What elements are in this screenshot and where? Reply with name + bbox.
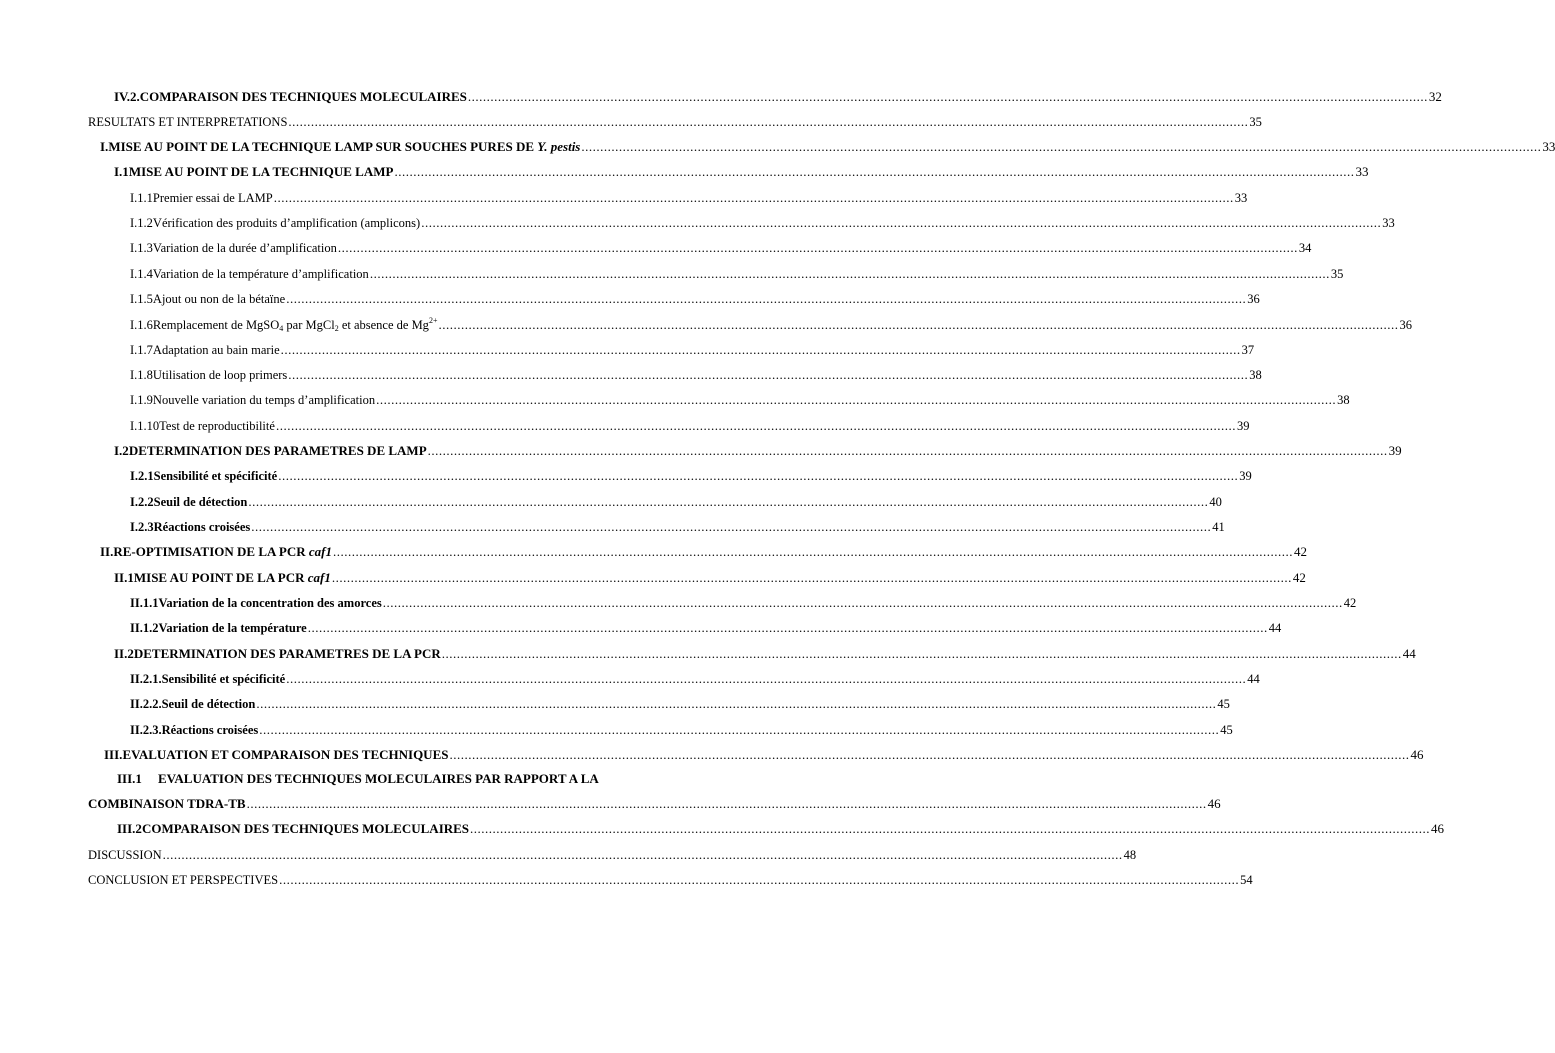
entry-number: I.2.2 bbox=[130, 495, 154, 509]
toc-entry bbox=[114, 570, 1306, 586]
entry-page: 33 bbox=[1355, 164, 1369, 179]
toc-entry bbox=[130, 291, 1260, 307]
entry-page: 44 bbox=[1247, 672, 1260, 686]
entry-number: I.1.9 bbox=[130, 393, 153, 407]
entry-page: 39 bbox=[1388, 443, 1402, 458]
entry-page: 32 bbox=[1428, 89, 1442, 104]
entry-title: DETERMINATION DES PARAMETRES DE LAMP bbox=[128, 443, 427, 458]
entry-number: II.2.1. bbox=[130, 672, 162, 686]
dot-leader bbox=[288, 367, 1248, 383]
dot-leader bbox=[449, 747, 1409, 763]
dot-leader bbox=[247, 796, 1207, 812]
entry-title: EVALUATION DES TECHNIQUES MOLECULAIRES PAR RAPPORT A LA bbox=[158, 771, 599, 786]
entry-title-text: RE-OPTIMISATION DE LA PCR bbox=[113, 544, 309, 559]
dot-leader bbox=[286, 671, 1246, 687]
entry-title: Ajout ou non de la bétaïne bbox=[152, 292, 286, 306]
toc-entry bbox=[100, 544, 1307, 560]
toc-entry bbox=[130, 418, 1250, 434]
entry-number: I.1.4 bbox=[130, 267, 153, 281]
entry-page: 35 bbox=[1330, 267, 1344, 281]
entry-page: 39 bbox=[1236, 419, 1250, 433]
entry-number: I.1.7 bbox=[130, 343, 153, 357]
entry-page: 54 bbox=[1240, 873, 1253, 887]
entry-page: 36 bbox=[1247, 292, 1260, 306]
toc-entry bbox=[114, 646, 1416, 662]
entry-title-species: Y. pestis bbox=[537, 139, 581, 154]
entry-title: EVALUATION ET COMPARAISON DES TECHNIQUES bbox=[122, 747, 449, 762]
toc-entry bbox=[88, 796, 1221, 812]
entry-number: II.1.2 bbox=[130, 621, 159, 635]
entry-title: MISE AU POINT DE LA TECHNIQUE LAMP bbox=[128, 164, 394, 179]
toc-entry bbox=[114, 443, 1402, 459]
entry-number: I.1.6 bbox=[130, 318, 153, 332]
entry-page: 42 bbox=[1343, 596, 1357, 610]
toc-entry bbox=[88, 114, 1262, 130]
entry-title bbox=[134, 570, 331, 586]
entry-title-gene: caf1 bbox=[308, 544, 332, 559]
toc-entry bbox=[130, 266, 1344, 282]
entry-page: 36 bbox=[1399, 318, 1412, 332]
toc-entry bbox=[130, 494, 1222, 510]
entry-page: 45 bbox=[1217, 697, 1230, 711]
entry-page: 48 bbox=[1123, 848, 1137, 862]
entry-title: Adaptation au bain marie bbox=[152, 343, 280, 357]
entry-page: 39 bbox=[1239, 469, 1252, 483]
toc-entry bbox=[104, 747, 1424, 763]
dot-leader bbox=[438, 317, 1398, 333]
title-part: Remplacement de MgSO bbox=[152, 318, 280, 332]
entry-number: III. bbox=[104, 747, 123, 762]
dot-leader bbox=[286, 291, 1246, 307]
dot-leader bbox=[274, 190, 1234, 206]
toc-entry bbox=[130, 519, 1225, 535]
toc-entry bbox=[100, 139, 1555, 155]
entry-title: Sensibilité et spécificité bbox=[153, 469, 278, 483]
toc-entry bbox=[117, 821, 1445, 837]
entry-title bbox=[153, 316, 438, 333]
entry-title bbox=[113, 544, 332, 560]
entry-title-gene: caf1 bbox=[307, 570, 331, 585]
entry-number: IV.2. bbox=[114, 89, 140, 104]
entry-title: DETERMINATION DES PARAMETRES DE LA PCR bbox=[133, 646, 441, 661]
entry-number: II.2.3. bbox=[130, 723, 162, 737]
entry-number: I.1.1 bbox=[130, 191, 153, 205]
toc-entry bbox=[130, 240, 1312, 256]
entry-page: 33 bbox=[1382, 216, 1395, 230]
entry-title: COMPARAISON DES TECHNIQUES MOLECULAIRES bbox=[141, 821, 470, 836]
dot-leader bbox=[470, 821, 1430, 837]
dot-leader bbox=[333, 544, 1293, 560]
entry-page: 42 bbox=[1294, 544, 1307, 559]
toc-entry bbox=[130, 190, 1248, 206]
toc-entry bbox=[130, 595, 1357, 611]
entry-number: II.2 bbox=[114, 646, 134, 661]
dot-leader bbox=[256, 696, 1216, 712]
entry-title: Seuil de détection bbox=[161, 697, 256, 711]
title-part: par MgCl bbox=[283, 318, 335, 332]
toc-entry bbox=[130, 215, 1395, 231]
entry-number: I.2 bbox=[114, 443, 129, 458]
dot-leader bbox=[281, 342, 1241, 358]
entry-page: 44 bbox=[1268, 621, 1282, 635]
entry-title-text: MISE AU POINT DE LA TECHNIQUE LAMP SUR SOUCHES PURES DE bbox=[108, 139, 538, 154]
entry-number: I.1.8 bbox=[130, 368, 153, 382]
entry-number: III.2 bbox=[117, 821, 142, 836]
entry-title: Test de reproductibilité bbox=[159, 419, 275, 433]
entry-number: II.1.1 bbox=[130, 596, 159, 610]
dot-leader bbox=[394, 164, 1354, 180]
toc-entry bbox=[130, 620, 1282, 636]
entry-page: 44 bbox=[1402, 646, 1416, 661]
dot-leader bbox=[332, 570, 1292, 586]
entry-title: Réactions croisées bbox=[153, 520, 251, 534]
entry-title: Variation de la température bbox=[158, 621, 307, 635]
entry-title: DISCUSSION bbox=[88, 848, 162, 862]
entry-number: I.1.3 bbox=[130, 241, 153, 255]
entry-title bbox=[108, 139, 580, 155]
entry-number: I.1 bbox=[114, 164, 129, 179]
title-part: et absence de Mg bbox=[338, 318, 429, 332]
dot-leader bbox=[581, 139, 1541, 155]
subscript: 2 bbox=[334, 324, 339, 333]
dot-leader bbox=[383, 595, 1343, 611]
entry-number: II.1 bbox=[114, 570, 134, 585]
entry-title: Variation de la durée d’amplification bbox=[152, 241, 337, 255]
entry-number: I.2.3 bbox=[130, 520, 154, 534]
dot-leader bbox=[338, 240, 1298, 256]
toc-entry bbox=[114, 89, 1442, 105]
entry-title: RESULTATS ET INTERPRETATIONS bbox=[88, 115, 288, 129]
dot-leader bbox=[376, 392, 1336, 408]
toc-entry bbox=[130, 342, 1255, 358]
entry-page: 40 bbox=[1209, 495, 1222, 509]
entry-page: 45 bbox=[1220, 723, 1233, 737]
entry-number: II. bbox=[100, 544, 114, 559]
entry-page: 46 bbox=[1431, 821, 1445, 836]
entry-page: 41 bbox=[1212, 520, 1225, 534]
dot-leader bbox=[421, 215, 1381, 231]
entry-page: 33 bbox=[1542, 139, 1555, 154]
entry-title: Utilisation de loop primers bbox=[152, 368, 288, 382]
entry-title: COMPARAISON DES TECHNIQUES MOLECULAIRES bbox=[139, 89, 467, 104]
entry-title: Sensibilité et spécificité bbox=[161, 672, 286, 686]
entry-title: Réactions croisées bbox=[161, 723, 259, 737]
entry-title: Premier essai de LAMP bbox=[152, 191, 273, 205]
entry-page: 38 bbox=[1249, 368, 1262, 382]
toc-entry bbox=[114, 164, 1369, 180]
dot-leader bbox=[276, 418, 1236, 434]
entry-page: 33 bbox=[1234, 191, 1248, 205]
entry-title: Vérification des produits d’amplification (amplicons) bbox=[152, 216, 421, 230]
entry-number: I.1.2 bbox=[130, 216, 153, 230]
toc-entry bbox=[130, 671, 1260, 687]
toc-entry bbox=[130, 392, 1350, 408]
entry-title: Seuil de détection bbox=[153, 495, 248, 509]
dot-leader bbox=[248, 494, 1208, 510]
entry-title: CONCLUSION ET PERSPECTIVES bbox=[88, 873, 279, 887]
toc-entry bbox=[88, 872, 1253, 888]
dot-leader bbox=[278, 468, 1238, 484]
entry-page: 42 bbox=[1292, 570, 1306, 585]
entry-title: Nouvelle variation du temps d’amplification bbox=[152, 393, 376, 407]
entry-title: Variation de la température d’amplification bbox=[152, 267, 369, 281]
entry-page: 46 bbox=[1207, 796, 1221, 811]
entry-number: I.1.10 bbox=[130, 419, 160, 433]
entry-page: 35 bbox=[1249, 115, 1262, 129]
toc-entry bbox=[130, 696, 1230, 712]
toc-entry-line1 bbox=[117, 771, 599, 787]
entry-number: I.2.1 bbox=[130, 469, 154, 483]
entry-title-text: MISE AU POINT DE LA PCR bbox=[133, 570, 308, 585]
entry-number: III.1 bbox=[117, 771, 142, 786]
entry-page: 38 bbox=[1337, 393, 1350, 407]
dot-leader bbox=[251, 519, 1211, 535]
toc-entry bbox=[130, 316, 1412, 333]
dot-leader bbox=[428, 443, 1388, 459]
entry-number: II.2.2. bbox=[130, 697, 162, 711]
entry-title: Variation de la concentration des amorces bbox=[158, 596, 382, 610]
entry-page: 34 bbox=[1298, 241, 1312, 255]
entry-number: I. bbox=[100, 139, 109, 154]
toc-entry bbox=[130, 367, 1262, 383]
entry-title: COMBINAISON TDRA-TB bbox=[88, 796, 246, 811]
dot-leader bbox=[163, 847, 1123, 863]
dot-leader bbox=[279, 872, 1239, 888]
dot-leader bbox=[468, 89, 1428, 105]
entry-number: I.1.5 bbox=[130, 292, 153, 306]
dot-leader bbox=[308, 620, 1268, 636]
subscript: 4 bbox=[279, 324, 284, 333]
dot-leader bbox=[288, 114, 1248, 130]
entry-page: 37 bbox=[1241, 343, 1255, 357]
dot-leader bbox=[442, 646, 1402, 662]
toc-entry bbox=[88, 847, 1137, 863]
dot-leader bbox=[370, 266, 1330, 282]
toc-entry bbox=[130, 468, 1252, 484]
entry-page: 46 bbox=[1410, 747, 1424, 762]
superscript: 2+ bbox=[428, 316, 438, 325]
dot-leader bbox=[259, 722, 1219, 738]
toc-entry bbox=[130, 722, 1233, 738]
